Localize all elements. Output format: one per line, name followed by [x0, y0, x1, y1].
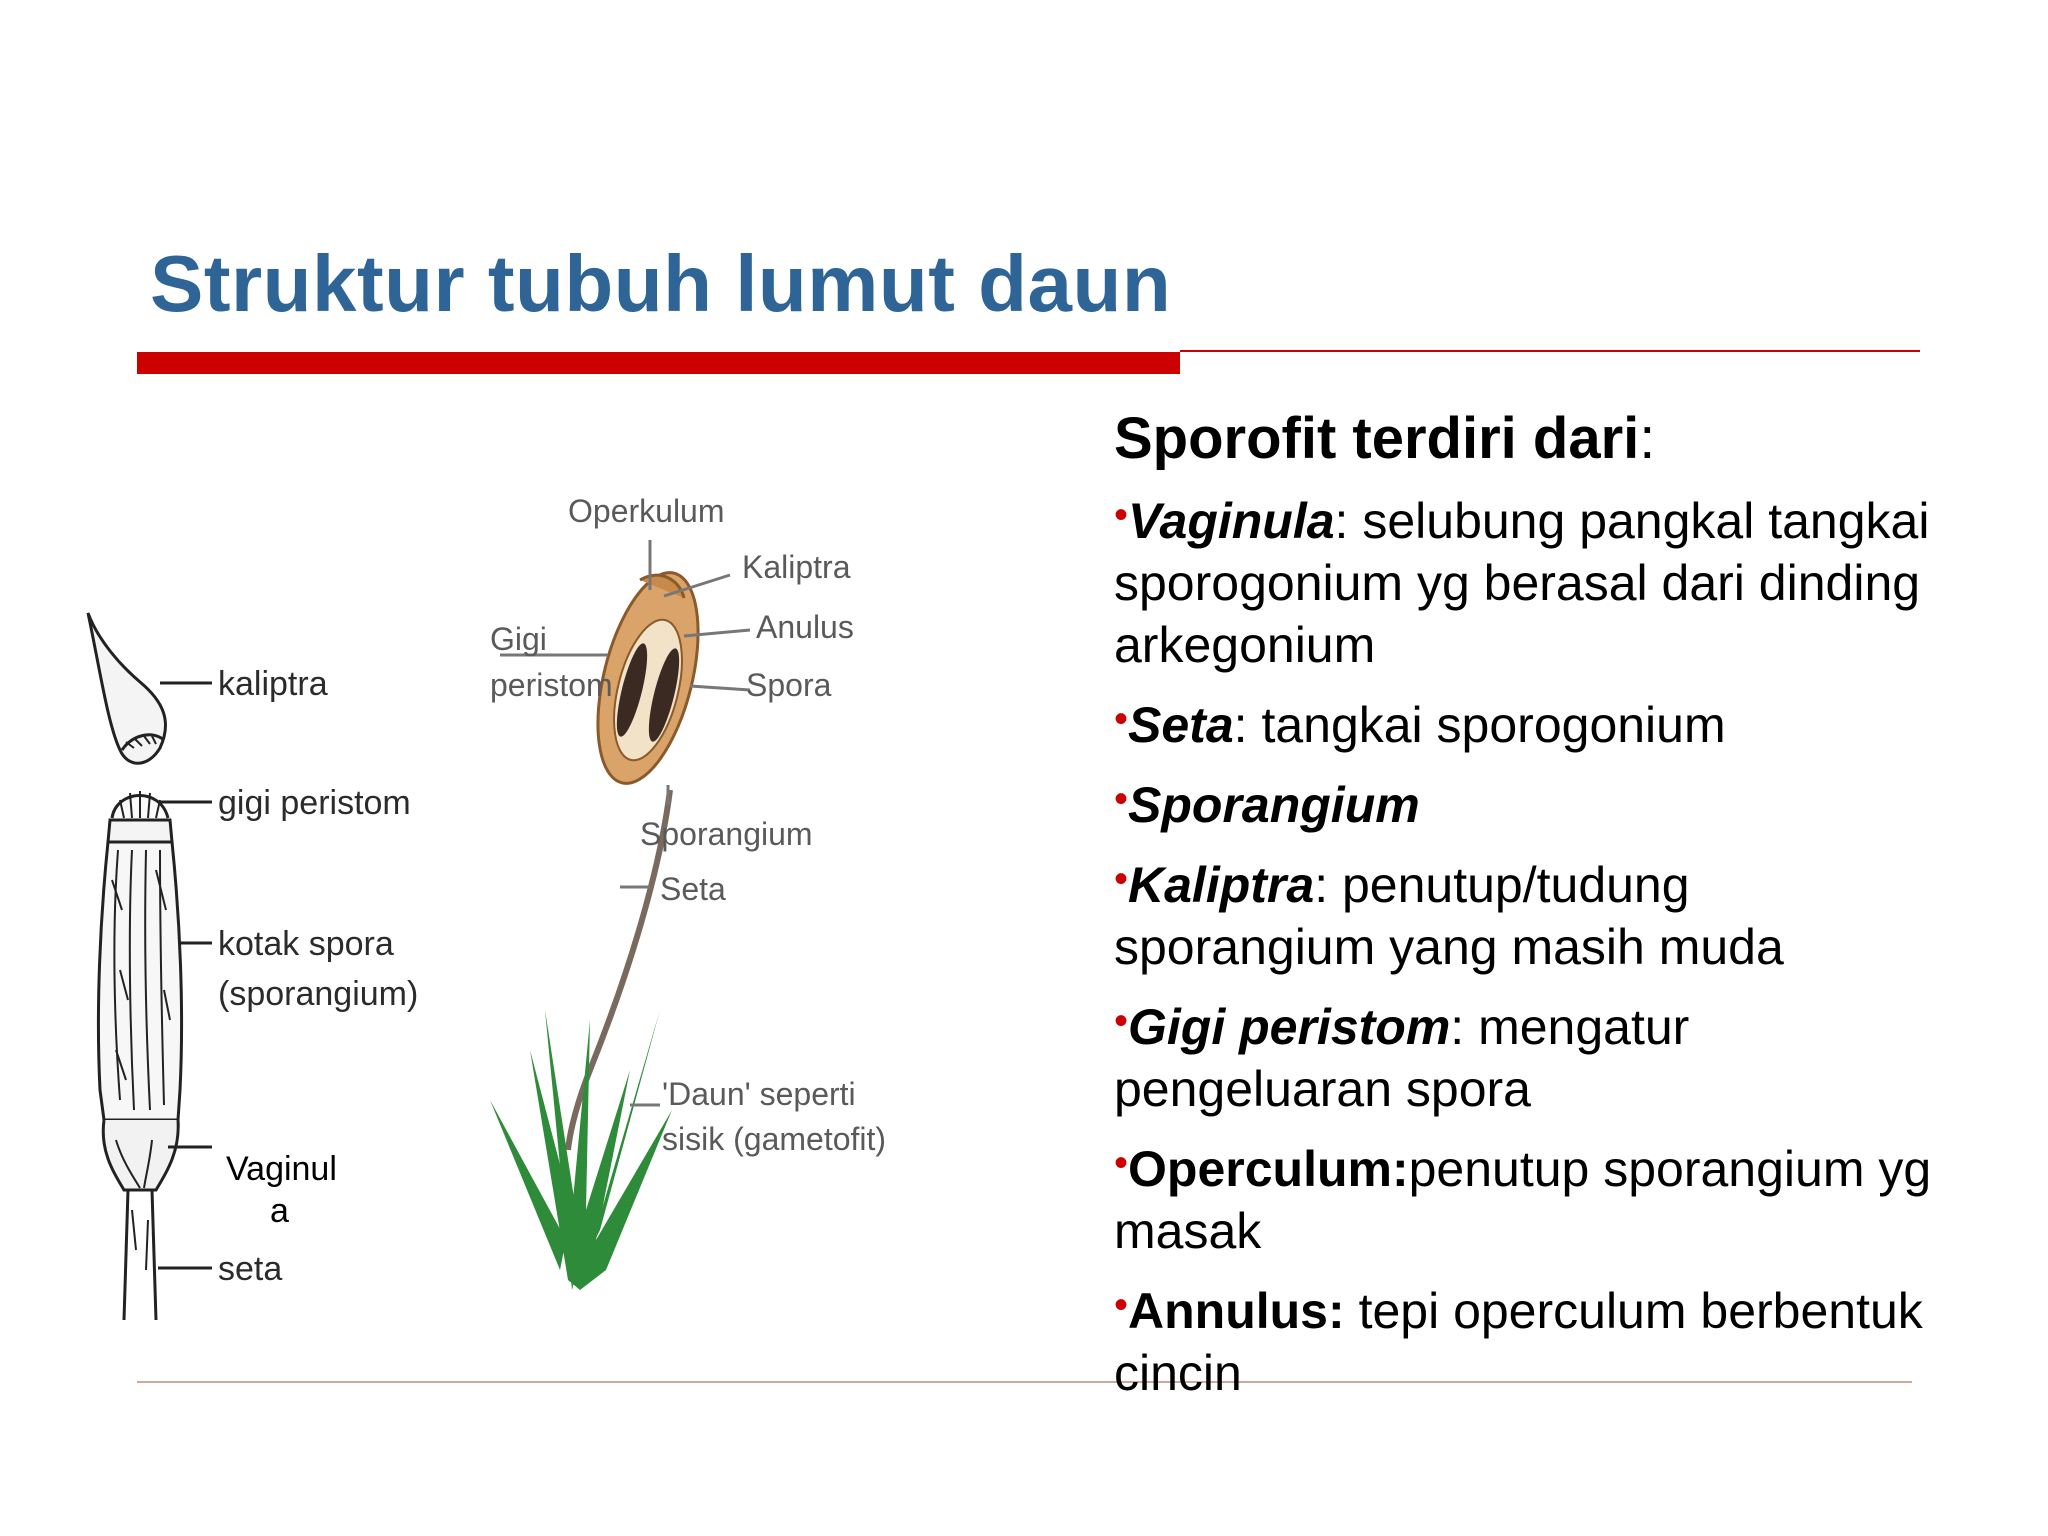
label-spora: Spora [746, 667, 832, 703]
separator: : [1314, 857, 1342, 913]
bullet: • [1114, 493, 1129, 537]
bullet: • [1114, 777, 1129, 821]
description: tangkai sporogonium [1261, 697, 1726, 753]
list-item-sporangium [1114, 768, 1954, 836]
list-item-seta [1114, 688, 1954, 756]
separator: : [1334, 493, 1363, 549]
sporophyte-labels [218, 665, 418, 1288]
term: Operculum: [1128, 1141, 1409, 1197]
label-vaginula-line1: Vaginul [226, 1150, 337, 1188]
description: penutup/tudung sporangium yang masih muda [1114, 857, 1784, 975]
label-sporangium-plant: Sporangium [640, 816, 813, 852]
term: Seta [1128, 697, 1234, 753]
label-anulus: Anulus [756, 609, 854, 645]
list-item-annulus [1114, 1274, 1954, 1404]
bullet: • [1114, 1283, 1129, 1327]
label-daun-line2: sisik (gametofit) [662, 1121, 887, 1157]
term: Gigi peristom [1128, 999, 1451, 1055]
list-item-vaginula [1114, 484, 1954, 676]
sporophyte-drawing [88, 613, 212, 1320]
separator: : [1233, 697, 1262, 753]
content-heading [1114, 400, 1954, 478]
bullet: • [1114, 1141, 1129, 1185]
title-underline-thin [1180, 350, 1920, 352]
label-gigi: Gigi [490, 621, 547, 657]
moss-illustrations [60, 450, 1080, 1350]
title-underline-thick [137, 352, 1180, 374]
label-operkulum: Operkulum [568, 493, 725, 529]
description: penutup sporangium yg masak [1114, 1141, 1932, 1259]
label-kaliptra: kaliptra [218, 665, 328, 703]
label-seta-plant: Seta [660, 871, 726, 907]
list-item-kaliptra [1114, 848, 1954, 978]
bullet: • [1114, 697, 1129, 741]
label-daun-line1: 'Daun' seperti [662, 1076, 856, 1112]
separator: : [1450, 999, 1479, 1055]
description: selubung pangkal tangkai sporogonium yg berasal dari dinding arkegonium [1114, 493, 1930, 673]
label-vaginula-line2: a [270, 1192, 289, 1230]
term: Sporangium [1128, 777, 1420, 833]
separator [1345, 1283, 1359, 1339]
description: tepi operculum berbentuk cincin [1114, 1283, 1923, 1401]
list-item-gigi-peristom [1114, 990, 1954, 1120]
label-kotak-spora: kotak spora [218, 925, 394, 963]
bullet: • [1114, 857, 1129, 901]
term: Vaginula [1128, 493, 1335, 549]
sporophyte-description [1114, 400, 1954, 1416]
label-gigi-peristom: gigi peristom [218, 784, 411, 822]
term: Kaliptra [1128, 857, 1315, 913]
heading-colon: : [1639, 406, 1656, 471]
bullet: • [1114, 999, 1129, 1043]
label-sporangium: (sporangium) [218, 975, 419, 1013]
label-kaliptra-plant: Kaliptra [742, 549, 851, 585]
moss-diagram-svg [60, 450, 1080, 1350]
term: Annulus: [1128, 1283, 1345, 1339]
label-seta: seta [218, 1250, 283, 1288]
list-item-operculum [1114, 1132, 1954, 1262]
heading-text: Sporofit terdiri dari [1114, 406, 1640, 471]
slide-title: Struktur tubuh lumut daun [150, 239, 1172, 328]
description: mengatur pengeluaran spora [1114, 999, 1690, 1117]
label-peristom: peristom [490, 667, 613, 703]
